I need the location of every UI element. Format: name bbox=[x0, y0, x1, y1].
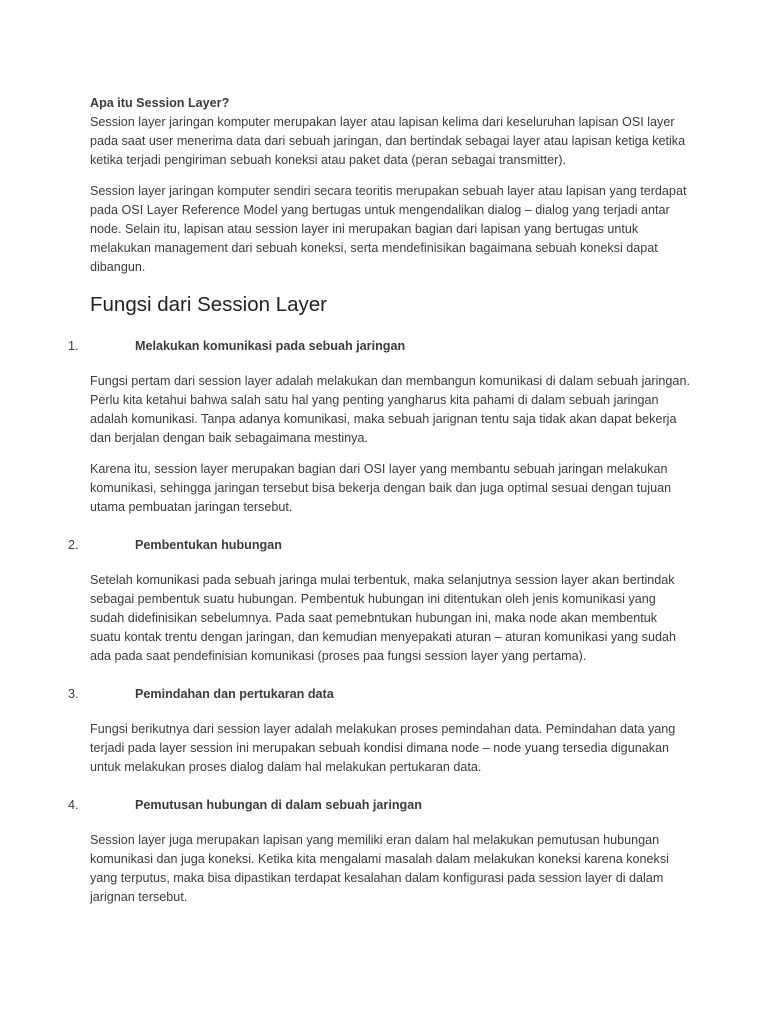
list-heading-4: Pemutusan hubungan di dalam sebuah jaringan bbox=[135, 798, 422, 812]
list-item-heading-4 bbox=[68, 795, 690, 815]
intro-paragraph-1: Session layer jaringan komputer merupakan layer atau lapisan kelima dari keseluruhan lapisan OSI layer pada saat user menerima data dari sebuah jaringan, dan bertindak sebagai layer atau lapisan ketiga ketika ketika terjadi pengiriman sebuah koneksi atau paket data (peran sebagai transmitter). bbox=[90, 115, 686, 167]
list-heading-1: Melakukan komunikasi pada sebuah jaringan bbox=[135, 339, 406, 353]
list-number-4: 4. bbox=[68, 798, 79, 812]
intro-block bbox=[90, 94, 690, 170]
item-3-paragraph-1: Fungsi berikutnya dari session layer adalah melakukan proses pemindahan data. Pemindahan data yang terjadi pada layer session ini merupakan sebuah kondisi dimana node – node yuang tersedia digunakan untuk melakukan proses dialog dalam hal melakukan pertukaran data. bbox=[90, 722, 676, 774]
list-heading-2: Pembentukan hubungan bbox=[135, 538, 282, 552]
list-item-heading-1 bbox=[68, 336, 690, 356]
item-4-paragraph-1: Session layer juga merupakan lapisan yang memiliki eran dalam hal melakukan pemutusan hubungan komunikasi dan juga koneksi. Ketika kita mengalami masalah dalam melakukan koneksi karena koneksi yang terputus, maka bisa dipastikan terdapat kesalahan dalam konfigurasi pada session layer di dalam jarignan tersebut. bbox=[90, 833, 669, 904]
list-item-heading-2 bbox=[68, 535, 690, 555]
section-title: Fungsi dari Session Layer bbox=[90, 293, 328, 316]
list-number-2: 2. bbox=[68, 538, 79, 552]
item-1-paragraph-2: Karena itu, session layer merupakan bagian dari OSI layer yang membantu sebuah jaringan melakukan komunikasi, sehingga jaringan tersebut bisa bekerja dengan baik dan juga optimal sesuai dengan tujuan utama pembuatan jaringan tersebut. bbox=[90, 462, 672, 514]
list-number-1: 1. bbox=[68, 339, 79, 353]
list-item-heading-3 bbox=[68, 684, 690, 704]
document-page bbox=[68, 94, 690, 907]
intro-title: Apa itu Session Layer? bbox=[90, 96, 230, 110]
item-1-paragraph-1: Fungsi pertam dari session layer adalah melakukan dan membangun komunikasi di dalam sebuah jaringan. Perlu kita ketahui bahwa salah satu hal yang penting yangharus kita pahami di dalam sebuah jaringan adalah komunikasi. Tanpa adanya komunikasi, maka sebuah jarignan tentu saja tidak akan dapat bekerja dan berjalan dengan baik sebagaimana mestinya. bbox=[90, 374, 690, 445]
item-2-paragraph-1: Setelah komunikasi pada sebuah jaringa mulai terbentuk, maka selanjutnya session layer akan bertindak sebagai pembentuk suatu hubungan. Pembentuk hubungan ini ditentukan oleh jenis komunikasi yang sudah didefinisikan sebelumnya. Pada saat pemebntukan hubungan ini, maka node akan membentuk suatu kontak trentu dengan jaringan, dan kemudian menyepakati aturan – aturan komunikasi yang sudah ada pada saat pendefinisian komunikasi (proses paa fungsi session layer yang pertama). bbox=[90, 573, 676, 663]
list-number-3: 3. bbox=[68, 687, 79, 701]
list-heading-3: Pemindahan dan pertukaran data bbox=[135, 687, 334, 701]
intro-paragraph-2: Session layer jaringan komputer sendiri secara teoritis merupakan sebuah layer atau lapisan yang terdapat pada OSI Layer Reference Model yang bertugas untuk mengendalikan dialog – dialog yang terjadi antar node. Selain itu, lapisan atau session layer ini merupakan bagian dari lapisan yang bertugas untuk melakukan management dari sebuah koneksi, serta mendefinisikan bagaimana sebuah koneksi dapat dibangun. bbox=[90, 184, 687, 274]
